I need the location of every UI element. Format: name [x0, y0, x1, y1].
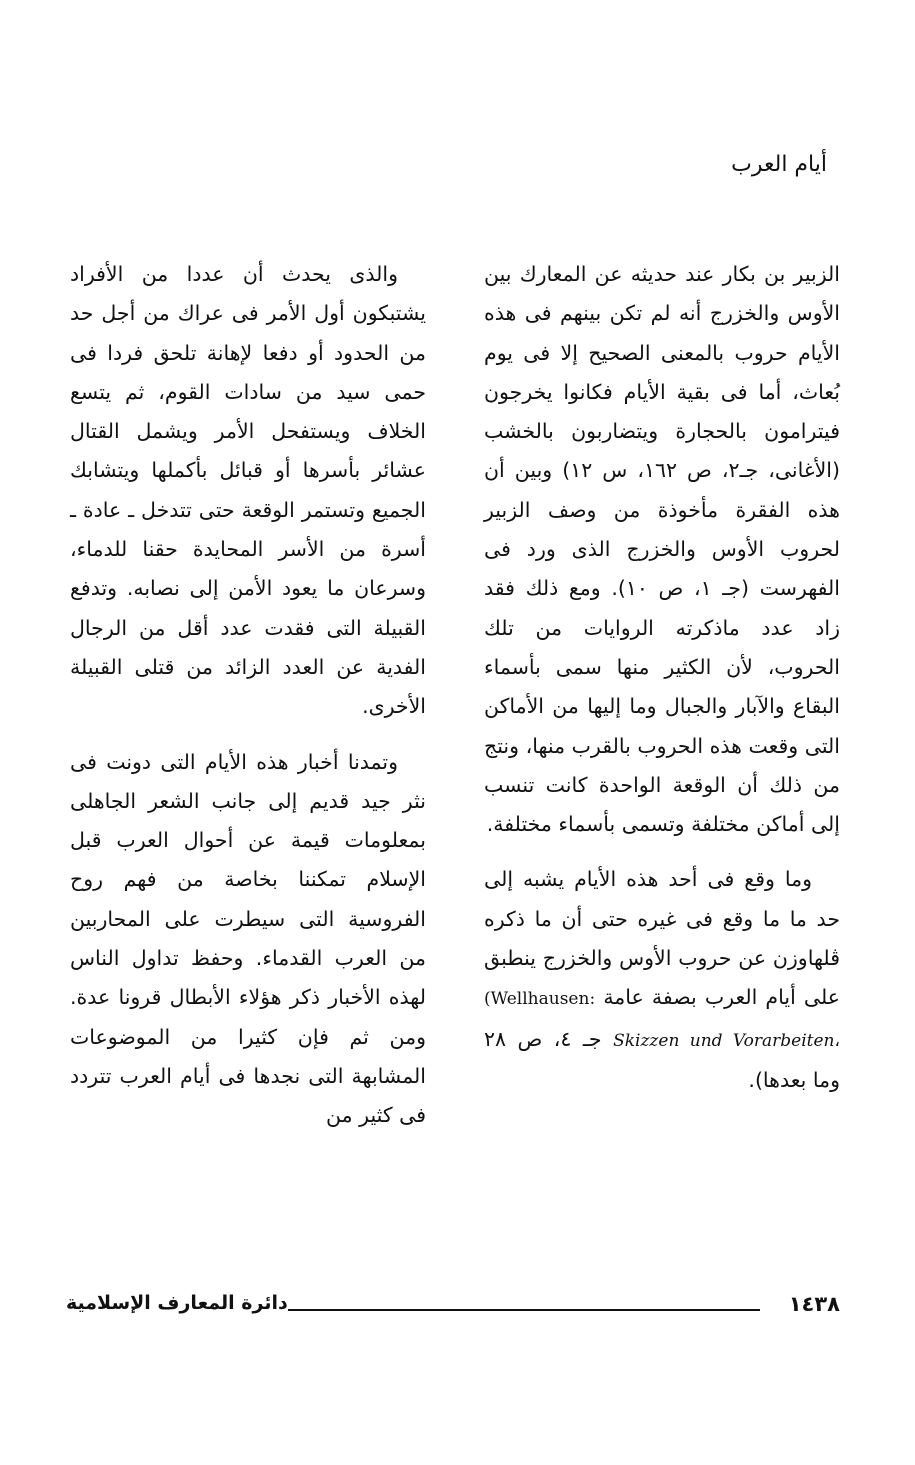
reference-open-paren: (	[484, 989, 491, 1010]
reference-work-title: Skizzen und Vorarbeiten	[613, 1030, 835, 1051]
paragraph-text: والذى يحدث أن عددا من الأفراد يشتبكون أول الأمر فى عراك من أجل حد من الحدود أو دفعا لإهانة تلحق فردا فى حمى سيد من سادات القوم، ثم يتسع الخلاف ويستفحل الأمر ويشمل القتال عشائر بأسرها أو قبائل بأكملها ويتشابك الجميع وتستمر الوقعة حتى تتدخل ـ عادة ـ أسرة من الأسر المحايدة حقنا للدماء، وسرعان ما يعود الأمن إلى نصابه. وتدفع القبيلة التى فقدت عدد أقل من الرجال الفدية عن العدد الزائد من قتلى القبيلة الأخرى.	[70, 262, 426, 719]
paragraph	[70, 255, 426, 727]
paragraph-text: وتمدنا أخبار هذه الأيام التى دونت فى نثر جيد قديم إلى جانب الشعر الجاهلى بمعلومات قيمة عن أحوال العرب قبل الإسلام تمكننا بخاصة من فهم روح الفروسية التى سيطرت على المحاربين من العرب القدماء. وحفظ تداول الناس لهذه الأخبار ذكر هؤلاء الأبطال قرونا عدة. ومن ثم فإن كثيرا من الموضوعات المشابهة التى نجدها فى أيام العرب تتردد فى كثير من	[70, 749, 426, 1128]
reference-author: Wellhausen	[490, 989, 590, 1010]
page-footer	[66, 1292, 840, 1322]
paragraph: الزبير بن بكار عند حديثه عن المعارك بين الأوس والخزرج أنه لم تكن بينهم فى هذه الأيام حروب بالمعنى الصحيح إلا فى يوم بُعاث، أما فى بقية الأيام فكانوا يخرجون فيترامون بالحجارة ويتضاربون بالخشب (الأغانى، جـ٢، ص ١٦٢، س ١٢) وبين أن هذه الفقرة مأخوذة من وصف الزبير لحروب الأوس والخزرج الذى ورد فى الفهرست (جـ ١، ص ١٠). ومع ذلك فقد زاد عدد ماذكرته الروايات من تلك الحروب، لأن الكثير منها سمى بأسماء البقاع والآبار والجبال وما إليها من الأماكن التى وقعت هذه الحروب بالقرب منها، ونتج من ذلك أن الوقعة الواحدة كانت تنسب إلى أماكن مختلفة وتسمى بأسماء مختلفة.	[484, 262, 840, 837]
paragraph-text: وما وقع فى أحد هذه الأيام يشبه إلى حد ما ما وقع فى غيره حتى أن ما ذكره ڤلهاوزن عن حروب الأوس والخزرج ينطبق على أيام العرب بصفة عامة	[484, 867, 840, 1010]
paragraph	[484, 860, 840, 1100]
right-column	[484, 255, 840, 1100]
publication-title: دائرة المعارف الإسلامية	[66, 1292, 288, 1314]
reference-volume-page: جـ ٤، ص ٢٨ وما بعدها).	[484, 1026, 840, 1092]
left-column	[70, 255, 426, 1136]
running-header: أيام العرب	[731, 152, 827, 177]
footer-rule	[288, 1309, 760, 1311]
page-number: ١٤٣٨	[788, 1292, 840, 1316]
paragraph	[70, 743, 426, 1136]
bibliographic-reference: (Wellhausen: Skizzen und Vorarbeiten،	[484, 989, 840, 1051]
